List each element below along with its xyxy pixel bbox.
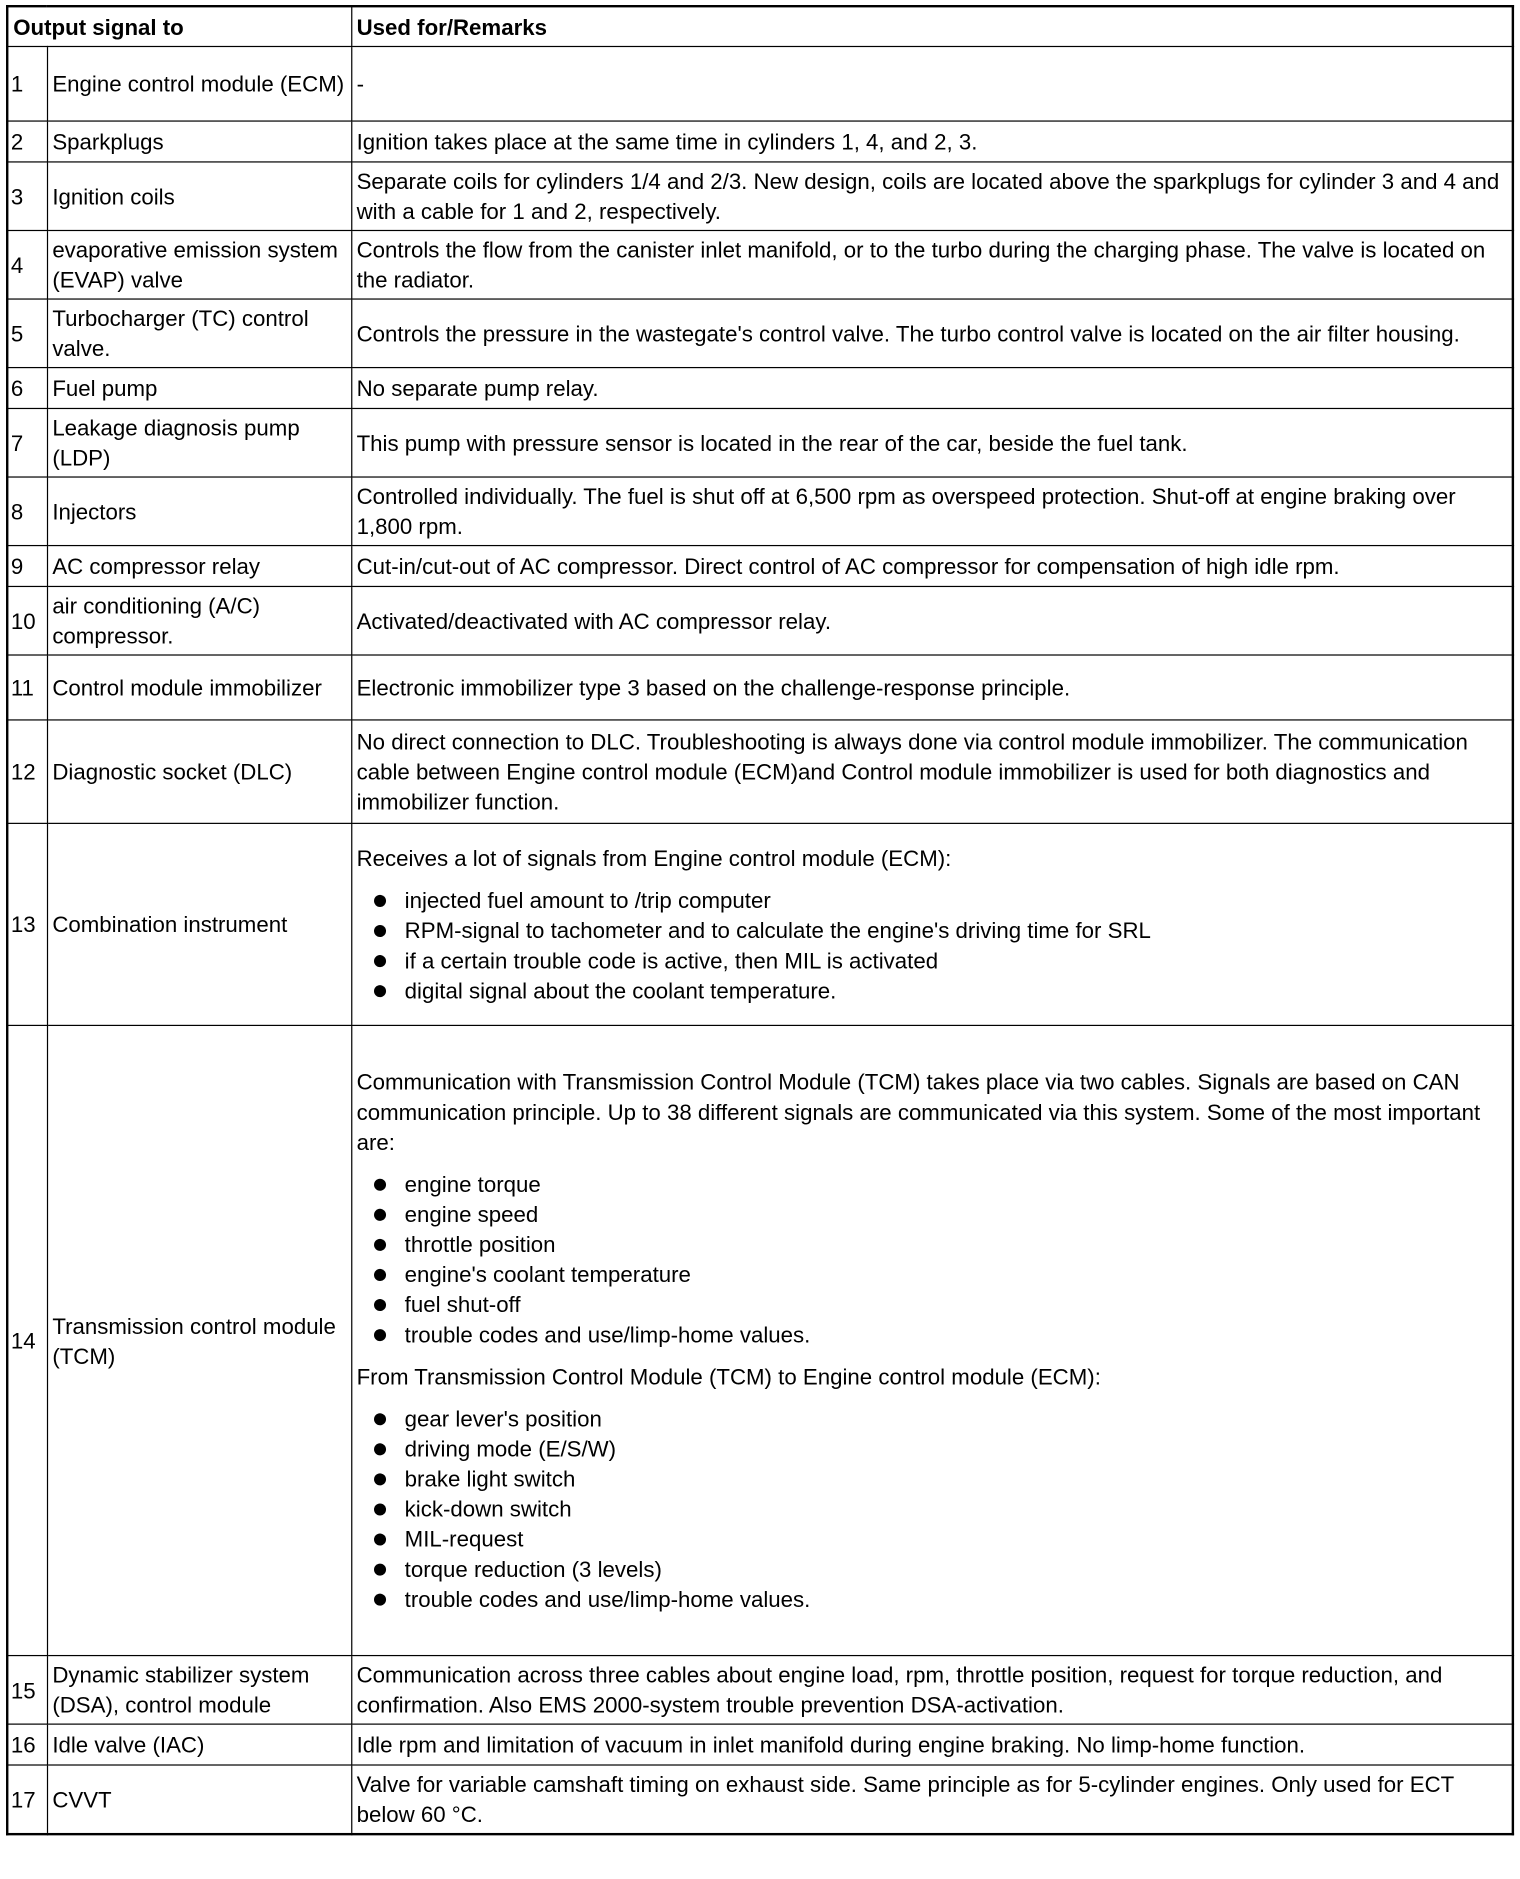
output-device: Turbocharger (TC) control valve. [47, 299, 351, 368]
remarks-cell: Communication across three cables about engine load, rpm, throttle position, request for torque reduction, and confirmation. Also EMS 2000-system trouble prevention DSA-activation. [351, 1656, 1513, 1725]
row-number: 10 [7, 586, 47, 655]
remarks-cell: Cut-in/cut-out of AC compressor. Direct control of AC compressor for compensation of high idle rpm. [351, 546, 1513, 587]
bullet-item: RPM-signal to tachometer and to calculate the engine's driving time for SRL [373, 915, 1506, 945]
output-device: evaporative emission system (EVAP) valve [47, 230, 351, 299]
output-device: air conditioning (A/C) compressor. [47, 586, 351, 655]
row-number: 17 [7, 1765, 47, 1834]
table-row [7, 121, 1513, 162]
bullet-item: if a certain trouble code is active, then MIL is activated [373, 945, 1506, 975]
remarks-cell: Electronic immobilizer type 3 based on the challenge-response principle. [351, 655, 1513, 720]
table-row [7, 1724, 1513, 1765]
output-device: Engine control module (ECM) [47, 46, 351, 121]
output-device: Diagnostic socket (DLC) [47, 720, 351, 823]
output-device: Dynamic stabilizer system (DSA), control module [47, 1656, 351, 1725]
table-row [7, 368, 1513, 409]
bullet-item: brake light switch [373, 1464, 1506, 1494]
row-number: 1 [7, 46, 47, 121]
output-device: Injectors [47, 477, 351, 546]
bullet-list [357, 885, 1507, 1005]
output-device: Idle valve (IAC) [47, 1724, 351, 1765]
remarks-cell [351, 1025, 1513, 1655]
spacer [357, 873, 1507, 885]
row-number: 3 [7, 162, 47, 231]
row-number: 2 [7, 121, 47, 162]
row-number: 14 [7, 1025, 47, 1655]
bullet-item: gear lever's position [373, 1404, 1506, 1434]
output-device: Fuel pump [47, 368, 351, 409]
bullet-list-tcm-to-ecm [357, 1404, 1507, 1614]
table-row [7, 1025, 1513, 1655]
row-number: 15 [7, 1656, 47, 1725]
bullet-item: kick-down switch [373, 1494, 1506, 1524]
table-row [7, 655, 1513, 720]
bullet-item: injected fuel amount to /trip computer [373, 885, 1506, 915]
row-number: 16 [7, 1724, 47, 1765]
spacer [357, 1392, 1507, 1404]
table-body [7, 46, 1513, 1834]
remarks-cell: This pump with pressure sensor is located in the rear of the car, beside the fuel tank. [351, 408, 1513, 477]
table-row [7, 299, 1513, 368]
table-row [7, 1656, 1513, 1725]
bullet-item: throttle position [373, 1229, 1506, 1259]
remarks-cell: Idle rpm and limitation of vacuum in inlet manifold during engine braking. No limp-home function. [351, 1724, 1513, 1765]
bullet-list-ecm-to-tcm [357, 1169, 1507, 1349]
remarks-cell: Separate coils for cylinders 1/4 and 2/3. New design, coils are located above the sparkplugs for cylinder 3 and 4 and with a cable for 1 and 2, respectively. [351, 162, 1513, 231]
row-number: 13 [7, 823, 47, 1025]
output-device: Transmission control module (TCM) [47, 1025, 351, 1655]
output-device: Ignition coils [47, 162, 351, 231]
table-row [7, 1765, 1513, 1834]
row-number: 7 [7, 408, 47, 477]
remarks-cell: Controlled individually. The fuel is shut off at 6,500 rpm as overspeed protection. Shut-off at engine braking over 1,800 rpm. [351, 477, 1513, 546]
remarks-intro: Receives a lot of signals from Engine control module (ECM): [356, 845, 952, 871]
row-number: 5 [7, 299, 47, 368]
output-device: Control module immobilizer [47, 655, 351, 720]
row-number: 9 [7, 546, 47, 587]
bullet-item: engine torque [373, 1169, 1506, 1199]
header-remarks: Used for/Remarks [351, 6, 1513, 46]
table-row [7, 823, 1513, 1025]
bullet-item: driving mode (E/S/W) [373, 1434, 1506, 1464]
bullet-item: MIL-request [373, 1524, 1506, 1554]
remarks-cell: - [351, 46, 1513, 121]
bullet-item: engine speed [373, 1199, 1506, 1229]
table-row [7, 586, 1513, 655]
remarks-cell: Valve for variable camshaft timing on exhaust side. Same principle as for 5-cylinder engines. Only used for ECT below 60 °C. [351, 1765, 1513, 1834]
table-row [7, 408, 1513, 477]
row-number: 11 [7, 655, 47, 720]
remarks-cell: Ignition takes place at the same time in cylinders 1, 4, and 2, 3. [351, 121, 1513, 162]
remarks-cell [351, 823, 1513, 1025]
table-row [7, 720, 1513, 823]
bullet-item: torque reduction (3 levels) [373, 1554, 1506, 1584]
table-header-row [7, 6, 1513, 46]
bullet-item: trouble codes and use/limp-home values. [373, 1584, 1506, 1614]
spacer [357, 1350, 1507, 1362]
bullet-item: trouble codes and use/limp-home values. [373, 1319, 1506, 1349]
table-row [7, 162, 1513, 231]
row-number: 8 [7, 477, 47, 546]
output-device: Leakage diagnosis pump (LDP) [47, 408, 351, 477]
remarks-cell: Controls the flow from the canister inlet manifold, or to the turbo during the charging phase. The valve is located on the radiator. [351, 230, 1513, 299]
row-number: 12 [7, 720, 47, 823]
header-output-signal: Output signal to [7, 6, 351, 46]
table-row [7, 230, 1513, 299]
output-signal-table [6, 5, 1514, 1835]
remarks-intro-tcm-to-ecm: From Transmission Control Module (TCM) to Engine control module (ECM): [356, 1363, 1101, 1390]
row-number: 6 [7, 368, 47, 409]
output-device: Combination instrument [47, 823, 351, 1025]
remarks-cell: Activated/deactivated with AC compressor relay. [351, 586, 1513, 655]
output-device: CVVT [47, 1765, 351, 1834]
document-page [0, 5, 1520, 1835]
table-row [7, 46, 1513, 121]
remarks-cell: Controls the pressure in the wastegate's control valve. The turbo control valve is located on the air filter housing. [351, 299, 1513, 368]
spacer [357, 1157, 1507, 1169]
bullet-item: engine's coolant temperature [373, 1259, 1506, 1289]
remarks-cell: No direct connection to DLC. Troubleshooting is always done via control module immobilizer. The communication cable between Engine control module (ECM)and Control module immobilizer is used for both diagnostics and immobilizer function. [351, 720, 1513, 823]
remarks-cell: No separate pump relay. [351, 368, 1513, 409]
bullet-item: digital signal about the coolant temperature. [373, 975, 1506, 1005]
table-row [7, 477, 1513, 546]
row-number: 4 [7, 230, 47, 299]
output-device: AC compressor relay [47, 546, 351, 587]
output-device: Sparkplugs [47, 121, 351, 162]
table-row [7, 546, 1513, 587]
bullet-item: fuel shut-off [373, 1289, 1506, 1319]
remarks-intro: Communication with Transmission Control Module (TCM) takes place via two cables. Signals are based on CAN communication principle. Up to 38 different signals are communicated via this system. Some of the most important are: [356, 1069, 1481, 1155]
